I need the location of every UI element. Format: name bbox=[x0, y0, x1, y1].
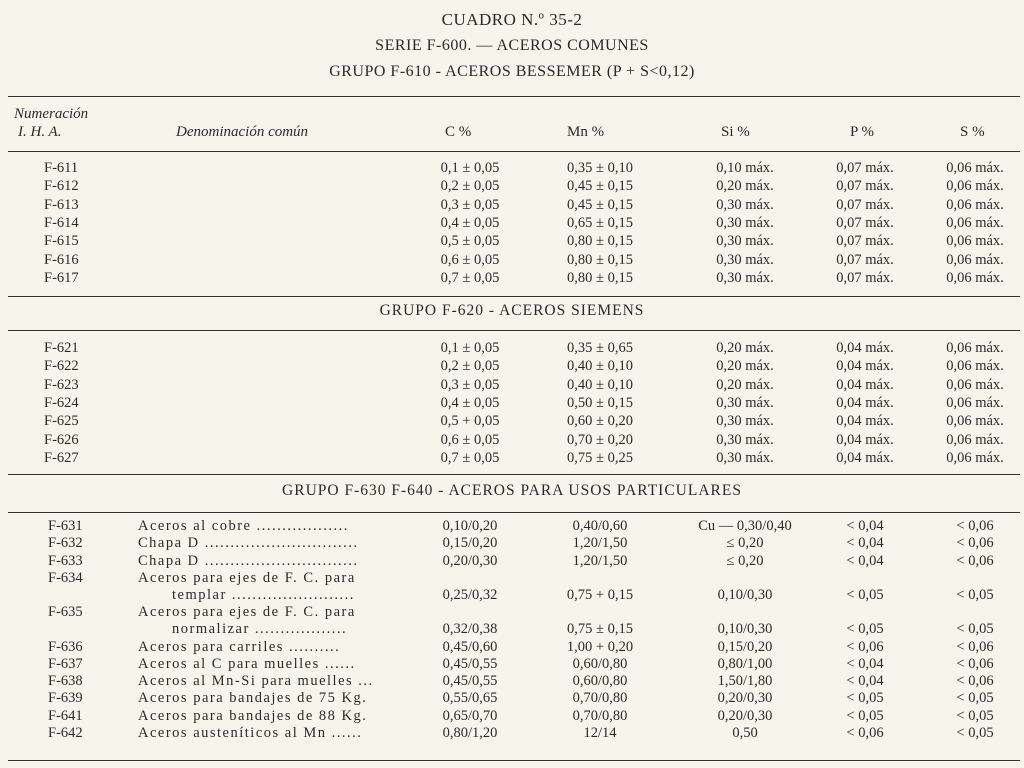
row-denominacion-cont: normalizar .................. bbox=[172, 621, 348, 638]
row-c: 0,2 ± 0,05 bbox=[440, 358, 500, 375]
row-p: 0,04 máx. bbox=[836, 358, 894, 375]
row-mn: 0,60/0,80 bbox=[572, 655, 628, 672]
row-s: 0,06 máx. bbox=[946, 196, 1004, 213]
row-s: 0,06 máx. bbox=[946, 160, 1004, 176]
row-id: F-617 bbox=[44, 269, 79, 286]
row-mn: 0,65 ± 0,15 bbox=[567, 214, 633, 231]
row-id: F-638 bbox=[48, 673, 83, 690]
row-mn: 0,40/0,60 bbox=[572, 518, 628, 534]
row-si: 1,50/1,80 bbox=[717, 673, 773, 690]
row-si: 0,20 máx. bbox=[716, 178, 774, 195]
row-p: 0,04 máx. bbox=[836, 449, 894, 466]
row-mn: 0,50 ± 0,15 bbox=[567, 394, 633, 411]
row-p: 0,04 máx. bbox=[836, 394, 894, 411]
row-p: 0,04 máx. bbox=[836, 340, 894, 356]
row-s: < 0,06 bbox=[956, 655, 994, 672]
row-s: 0,06 máx. bbox=[946, 413, 1004, 430]
row-c: 0,80/1,20 bbox=[442, 725, 498, 741]
row-id: F-612 bbox=[44, 178, 79, 195]
colhead-s: S % bbox=[960, 124, 985, 140]
row-p: < 0,04 bbox=[846, 535, 884, 552]
row-si: 0,80/1,00 bbox=[717, 655, 773, 672]
colhead-mn: Mn % bbox=[567, 124, 605, 140]
row-mn: 0,75 ± 0,25 bbox=[567, 449, 633, 466]
row-si: 0,50 bbox=[732, 725, 758, 741]
row-si: 0,30 máx. bbox=[716, 196, 774, 213]
row-p: < 0,05 bbox=[846, 586, 884, 603]
row-c: 0,20/0,30 bbox=[442, 552, 498, 569]
row-id: F-641 bbox=[48, 707, 83, 724]
row-mn: 12/14 bbox=[583, 725, 617, 741]
row-s: < 0,06 bbox=[956, 673, 994, 690]
row-si: 0,30 máx. bbox=[716, 214, 774, 231]
row-mn: 0,45 ± 0,15 bbox=[567, 178, 633, 195]
row-mn: 0,75 + 0,15 bbox=[566, 586, 634, 603]
row-id: F-622 bbox=[44, 358, 79, 375]
row-id: F-626 bbox=[44, 431, 79, 448]
row-id: F-614 bbox=[44, 214, 79, 231]
row-p: 0,07 máx. bbox=[836, 196, 894, 213]
row-p: < 0,05 bbox=[846, 621, 884, 638]
row-s: < 0,05 bbox=[956, 690, 994, 707]
row-c: 0,7 ± 0,05 bbox=[440, 269, 500, 286]
row-p: < 0,06 bbox=[846, 725, 884, 741]
row-s: < 0,05 bbox=[956, 707, 994, 724]
row-s: < 0,06 bbox=[956, 518, 994, 534]
row-s: 0,06 máx. bbox=[946, 178, 1004, 195]
row-si: 0,20 máx. bbox=[716, 340, 774, 356]
row-si: ≤ 0,20 bbox=[726, 535, 764, 552]
row-denominacion: Aceros al cobre .................. bbox=[138, 518, 349, 534]
row-c: 0,32/0,38 bbox=[442, 621, 498, 638]
row-si: 0,15/0,20 bbox=[717, 638, 773, 655]
rule-g3-top bbox=[8, 474, 1020, 475]
row-id: F-613 bbox=[44, 196, 79, 213]
row-si: ≤ 0,20 bbox=[726, 552, 764, 569]
row-s: 0,06 máx. bbox=[946, 269, 1004, 286]
row-si: 0,30 máx. bbox=[716, 449, 774, 466]
row-si: Cu — 0,30/0,40 bbox=[698, 518, 792, 534]
row-s: 0,06 máx. bbox=[946, 449, 1004, 466]
row-p: 0,07 máx. bbox=[836, 214, 894, 231]
row-p: 0,07 máx. bbox=[836, 251, 894, 268]
row-p: 0,07 máx. bbox=[836, 233, 894, 250]
row-s: < 0,06 bbox=[956, 638, 994, 655]
row-id: F-611 bbox=[44, 160, 79, 176]
row-si: 0,20 máx. bbox=[716, 358, 774, 375]
row-c: 0,5 + 0,05 bbox=[440, 413, 500, 430]
row-c: 0,6 ± 0,05 bbox=[440, 251, 500, 268]
row-c: 0,45/0,60 bbox=[442, 638, 498, 655]
colhead-p: P % bbox=[850, 124, 875, 140]
row-si: 0,10/0,30 bbox=[717, 586, 773, 603]
row-c: 0,25/0,32 bbox=[442, 586, 498, 603]
group-f630-title: GRUPO F-630 F-640 - ACEROS PARA USOS PARTICULARES bbox=[282, 482, 742, 499]
row-id: F-632 bbox=[48, 535, 83, 552]
row-p: 0,04 máx. bbox=[836, 413, 894, 430]
row-mn: 0,40 ± 0,10 bbox=[567, 376, 633, 393]
colhead-si: Si % bbox=[721, 124, 750, 140]
rule-g3-under bbox=[8, 512, 1020, 513]
row-p: < 0,05 bbox=[846, 707, 884, 724]
row-p: 0,07 máx. bbox=[836, 160, 894, 176]
rule-bottom bbox=[8, 760, 1020, 761]
row-c: 0,2 ± 0,05 bbox=[440, 178, 500, 195]
row-c: 0,1 ± 0,05 bbox=[440, 340, 500, 356]
row-mn: 0,60 ± 0,20 bbox=[567, 413, 633, 430]
row-denominacion-cont: templar ........................ bbox=[172, 586, 355, 603]
row-mn: 1,20/1,50 bbox=[572, 552, 628, 569]
row-id: F-639 bbox=[48, 690, 83, 707]
row-id: F-634 bbox=[48, 569, 83, 586]
row-p: < 0,04 bbox=[846, 673, 884, 690]
row-denominacion: Chapa D .............................. bbox=[138, 535, 359, 552]
row-mn: 0,60/0,80 bbox=[572, 673, 628, 690]
row-mn: 0,75 ± 0,15 bbox=[567, 621, 633, 638]
row-p: 0,07 máx. bbox=[836, 269, 894, 286]
row-id: F-637 bbox=[48, 655, 83, 672]
row-s: 0,06 máx. bbox=[946, 251, 1004, 268]
row-c: 0,45/0,55 bbox=[442, 673, 498, 690]
row-si: 0,20/0,30 bbox=[717, 707, 773, 724]
row-si: 0,30 máx. bbox=[716, 394, 774, 411]
row-c: 0,5 ± 0,05 bbox=[440, 233, 500, 250]
row-mn: 0,80 ± 0,15 bbox=[567, 269, 633, 286]
row-mn: 0,70/0,80 bbox=[572, 690, 628, 707]
row-id: F-621 bbox=[44, 340, 79, 356]
colhead-iha: I. H. A. bbox=[18, 124, 62, 140]
row-c: 0,65/0,70 bbox=[442, 707, 498, 724]
row-si: 0,20 máx. bbox=[716, 376, 774, 393]
row-p: < 0,04 bbox=[846, 655, 884, 672]
row-s: 0,06 máx. bbox=[946, 358, 1004, 375]
row-denominacion: Aceros para bandajes de 88 Kg. bbox=[138, 707, 368, 724]
row-p: < 0,06 bbox=[846, 638, 884, 655]
row-s: 0,06 máx. bbox=[946, 394, 1004, 411]
row-denominacion: Chapa D .............................. bbox=[138, 552, 359, 569]
row-s: 0,06 máx. bbox=[946, 214, 1004, 231]
row-id: F-642 bbox=[48, 725, 83, 741]
row-si: 0,30 máx. bbox=[716, 233, 774, 250]
row-si: 0,10 máx. bbox=[716, 160, 774, 176]
row-p: < 0,04 bbox=[846, 552, 884, 569]
row-p: 0,04 máx. bbox=[836, 431, 894, 448]
rule-g2-top bbox=[8, 296, 1020, 297]
row-c: 0,10/0,20 bbox=[442, 518, 498, 534]
row-c: 0,7 ± 0,05 bbox=[440, 449, 500, 466]
title-grupo-610: GRUPO F-610 - ACEROS BESSEMER (P + S<0,12) bbox=[329, 63, 695, 80]
title-cuadro: CUADRO N.º 35-2 bbox=[441, 10, 583, 29]
row-s: < 0,06 bbox=[956, 552, 994, 569]
row-s: 0,06 máx. bbox=[946, 233, 1004, 250]
row-mn: 0,35 ± 0,65 bbox=[567, 340, 633, 356]
row-p: < 0,04 bbox=[846, 518, 884, 534]
row-p: < 0,05 bbox=[846, 690, 884, 707]
rule-top bbox=[8, 96, 1020, 97]
row-id: F-624 bbox=[44, 394, 79, 411]
row-c: 0,45/0,55 bbox=[442, 655, 498, 672]
row-denominacion: Aceros austeníticos al Mn ...... bbox=[138, 725, 363, 741]
colhead-c: C % bbox=[445, 124, 472, 140]
row-denominacion: Aceros para ejes de F. C. para bbox=[138, 569, 356, 586]
row-c: 0,4 ± 0,05 bbox=[440, 214, 500, 231]
row-id: F-615 bbox=[44, 233, 79, 250]
row-p: 0,04 máx. bbox=[836, 376, 894, 393]
row-mn: 0,45 ± 0,15 bbox=[567, 196, 633, 213]
row-si: 0,30 máx. bbox=[716, 269, 774, 286]
row-si: 0,30 máx. bbox=[716, 431, 774, 448]
row-id: F-636 bbox=[48, 638, 83, 655]
row-s: 0,06 máx. bbox=[946, 431, 1004, 448]
row-s: 0,06 máx. bbox=[946, 340, 1004, 356]
row-mn: 0,70/0,80 bbox=[572, 707, 628, 724]
row-si: 0,10/0,30 bbox=[717, 621, 773, 638]
row-id: F-627 bbox=[44, 449, 79, 466]
row-id: F-625 bbox=[44, 413, 79, 430]
row-denominacion: Aceros al Mn-Si para muelles ... bbox=[138, 673, 374, 690]
row-denominacion: Aceros al C para muelles ...... bbox=[138, 655, 356, 672]
rule-under-header bbox=[8, 151, 1020, 152]
row-denominacion: Aceros para ejes de F. C. para bbox=[138, 604, 356, 621]
colhead-denominacion: Denominación común bbox=[176, 124, 309, 140]
row-s: < 0,05 bbox=[956, 621, 994, 638]
row-c: 0,15/0,20 bbox=[442, 535, 498, 552]
row-c: 0,3 ± 0,05 bbox=[440, 196, 500, 213]
row-mn: 0,40 ± 0,10 bbox=[567, 358, 633, 375]
group-f620-title: GRUPO F-620 - ACEROS SIEMENS bbox=[379, 302, 645, 319]
title-serie: SERIE F-600. — ACEROS COMUNES bbox=[375, 37, 649, 54]
row-id: F-623 bbox=[44, 376, 79, 393]
row-si: 0,30 máx. bbox=[716, 413, 774, 430]
row-si: 0,30 máx. bbox=[716, 251, 774, 268]
row-c: 0,55/0,65 bbox=[442, 690, 498, 707]
row-mn: 0,80 ± 0,15 bbox=[567, 233, 633, 250]
row-c: 0,1 ± 0,05 bbox=[440, 160, 500, 176]
row-mn: 0,70 ± 0,20 bbox=[567, 431, 633, 448]
row-mn: 1,00 + 0,20 bbox=[566, 638, 634, 655]
row-s: < 0,05 bbox=[956, 725, 994, 741]
row-mn: 0,35 ± 0,10 bbox=[567, 160, 633, 176]
row-id: F-616 bbox=[44, 251, 79, 268]
row-denominacion: Aceros para bandajes de 75 Kg. bbox=[138, 690, 368, 707]
row-p: 0,07 máx. bbox=[836, 178, 894, 195]
row-mn: 1,20/1,50 bbox=[572, 535, 628, 552]
row-s: < 0,05 bbox=[956, 586, 994, 603]
row-mn: 0,80 ± 0,15 bbox=[567, 251, 633, 268]
row-s: 0,06 máx. bbox=[946, 376, 1004, 393]
row-c: 0,6 ± 0,05 bbox=[440, 431, 500, 448]
row-s: < 0,06 bbox=[956, 535, 994, 552]
row-si: 0,20/0,30 bbox=[717, 690, 773, 707]
row-id: F-633 bbox=[48, 552, 83, 569]
row-c: 0,4 ± 0,05 bbox=[440, 394, 500, 411]
row-c: 0,3 ± 0,05 bbox=[440, 376, 500, 393]
row-id: F-635 bbox=[48, 604, 83, 621]
row-id: F-631 bbox=[48, 518, 83, 534]
rule-g2-under bbox=[8, 330, 1020, 331]
colhead-numeracion: Numeración bbox=[14, 106, 89, 122]
row-denominacion: Aceros para carriles .......... bbox=[138, 638, 341, 655]
